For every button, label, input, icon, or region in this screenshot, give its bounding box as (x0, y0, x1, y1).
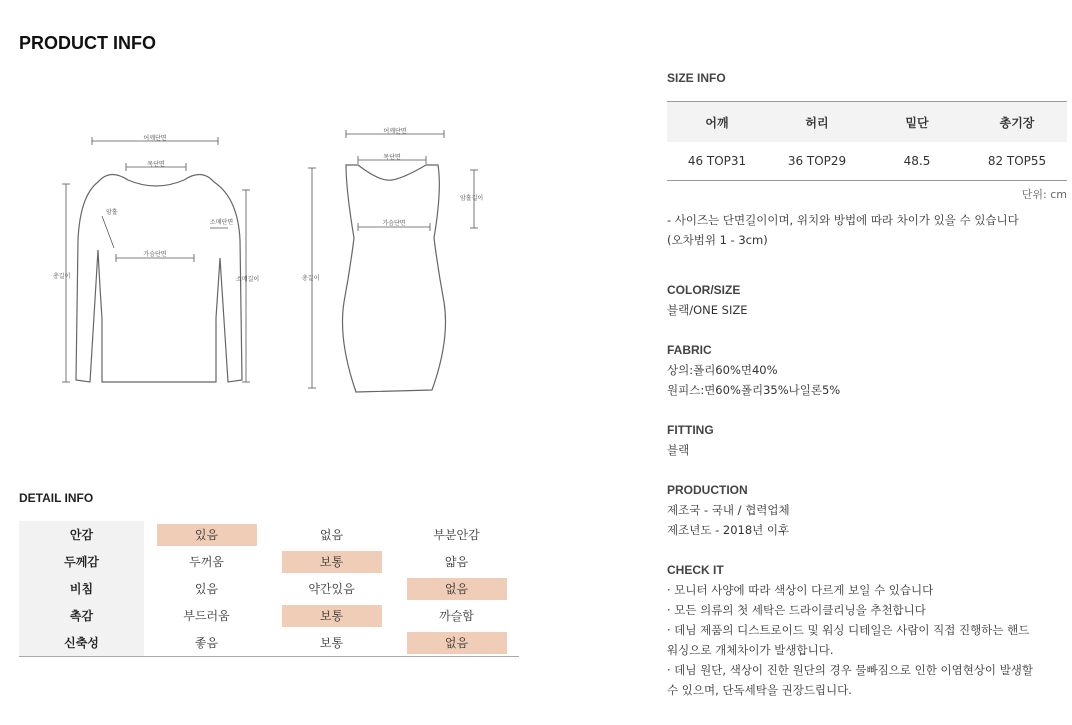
detail-row (19, 629, 519, 657)
detail-option-cell (269, 629, 394, 657)
detail-option: 부분안감 (433, 527, 480, 542)
detail-option: 보통 (319, 635, 344, 650)
detail-option: 좋음 (194, 635, 219, 650)
size-value: 36 TOP29 (787, 154, 847, 168)
check-line: · 모니터 사양에 따라 색상이 다르게 보일 수 있습니다 (667, 583, 934, 597)
detail-option-cell (269, 602, 394, 629)
detail-row (19, 521, 519, 548)
top-armhole-label: 암홀 (106, 209, 118, 216)
dress-length-label: 총길이 (302, 275, 320, 282)
detail-option-cell (144, 602, 269, 629)
top-sleeve-width-label: 소매단면 (210, 219, 234, 226)
detail-row-label: 신축성 (19, 629, 144, 657)
top-shoulder-label: 어깨단면 (143, 135, 167, 142)
check-line: 수 있으며, 단독세탁을 권장드립니다. (667, 683, 852, 697)
detail-row-label: 안감 (19, 521, 144, 548)
size-header: 밑단 (867, 102, 967, 143)
dress-shoulder-label: 어깨단면 (383, 128, 407, 135)
detail-option-selected: 있음 (157, 524, 257, 546)
size-note: - 사이즈는 단면길이이며, 위치와 방법에 따라 차이가 있을 수 있습니다 (667, 213, 1019, 227)
dress-chest-label: 가슴단면 (382, 220, 406, 227)
size-note-range: (오차범위 1 - 3cm) (667, 233, 768, 247)
size-diagram (40, 120, 484, 410)
size-header: 어깨 (667, 102, 767, 143)
fabric-dress: 원피스:면60%폴리35%나일론5% (667, 383, 841, 397)
top-length-label: 총길이 (53, 273, 71, 280)
detail-option: 까슬함 (439, 608, 474, 623)
detail-option: 약간있음 (308, 581, 355, 596)
detail-info-title: DETAIL INFO (19, 491, 94, 505)
color-size-title: COLOR/SIZE (667, 283, 741, 297)
fabric-top: 상의:폴리60%면40% (667, 363, 778, 377)
size-info-title: SIZE INFO (667, 71, 726, 85)
detail-option-selected: 보통 (282, 551, 382, 573)
size-header: 허리 (767, 102, 867, 143)
detail-row (19, 575, 519, 602)
detail-row (19, 548, 519, 575)
page-title: PRODUCT INFO (19, 33, 156, 53)
dress-neck-label: 목단면 (383, 154, 401, 161)
detail-option-selected: 없음 (407, 632, 507, 654)
detail-option-cell (394, 521, 519, 548)
check-line: · 모든 의류의 첫 세탁은 드라이클리닝을 추천합니다 (667, 603, 926, 617)
detail-row-label: 비침 (19, 575, 144, 602)
production-country: 제조국 - 국내 / 협력업체 (667, 503, 790, 517)
detail-option: 두꺼움 (189, 554, 224, 569)
detail-option: 얇음 (444, 554, 469, 569)
detail-option-selected: 보통 (282, 605, 382, 627)
detail-option-cell (144, 575, 269, 602)
detail-option-cell (269, 575, 394, 602)
color-size-value: 블랙/ONE SIZE (667, 303, 748, 317)
size-info-table (667, 101, 1067, 181)
size-header: 총기장 (967, 102, 1067, 143)
fitting-value: 블랙 (667, 443, 690, 457)
detail-row-label: 촉감 (19, 602, 144, 629)
detail-info-table (19, 521, 519, 657)
detail-option-cell (144, 548, 269, 575)
detail-row-label: 두께감 (19, 548, 144, 575)
top-neck-label: 목단면 (147, 161, 165, 168)
detail-option-selected: 없음 (407, 578, 507, 600)
check-line: · 데님 원단, 색상이 진한 원단의 경우 물빠짐으로 인한 이염현상이 발생할 (667, 663, 1034, 677)
top-garment-outline (76, 174, 242, 382)
dress-outline (343, 165, 446, 392)
detail-option: 부드러움 (183, 608, 230, 623)
detail-option-cell (144, 521, 269, 548)
top-chest-label: 가슴단면 (143, 251, 167, 258)
size-value: 82 TOP55 (987, 154, 1047, 168)
detail-option-cell (144, 629, 269, 657)
size-unit: 단위: cm (1021, 188, 1067, 201)
detail-row (19, 602, 519, 629)
detail-option-cell (394, 548, 519, 575)
production-year: 제조년도 - 2018년 이후 (667, 523, 790, 537)
detail-option-cell (269, 548, 394, 575)
top-sleeve-length-label: 소매길이 (236, 276, 260, 283)
check-line: · 데님 제품의 디스트로이드 및 워싱 디테일은 사람이 직접 진행하는 핸드 (667, 623, 1030, 637)
detail-option: 있음 (194, 581, 219, 596)
size-value: 48.5 (903, 154, 931, 168)
detail-option: 없음 (319, 527, 344, 542)
detail-option-cell (394, 602, 519, 629)
check-it-title: CHECK IT (667, 563, 724, 577)
dress-armhole-length-label: 암홀길이 (460, 195, 484, 202)
detail-option-cell (394, 575, 519, 602)
check-line: 워싱으로 개체차이가 발생합니다. (667, 643, 834, 657)
production-title: PRODUCTION (667, 483, 748, 497)
size-value: 46 TOP31 (687, 154, 747, 168)
detail-option-cell (269, 521, 394, 548)
detail-option-cell (394, 629, 519, 657)
fitting-title: FITTING (667, 423, 714, 437)
fabric-title: FABRIC (667, 343, 712, 357)
